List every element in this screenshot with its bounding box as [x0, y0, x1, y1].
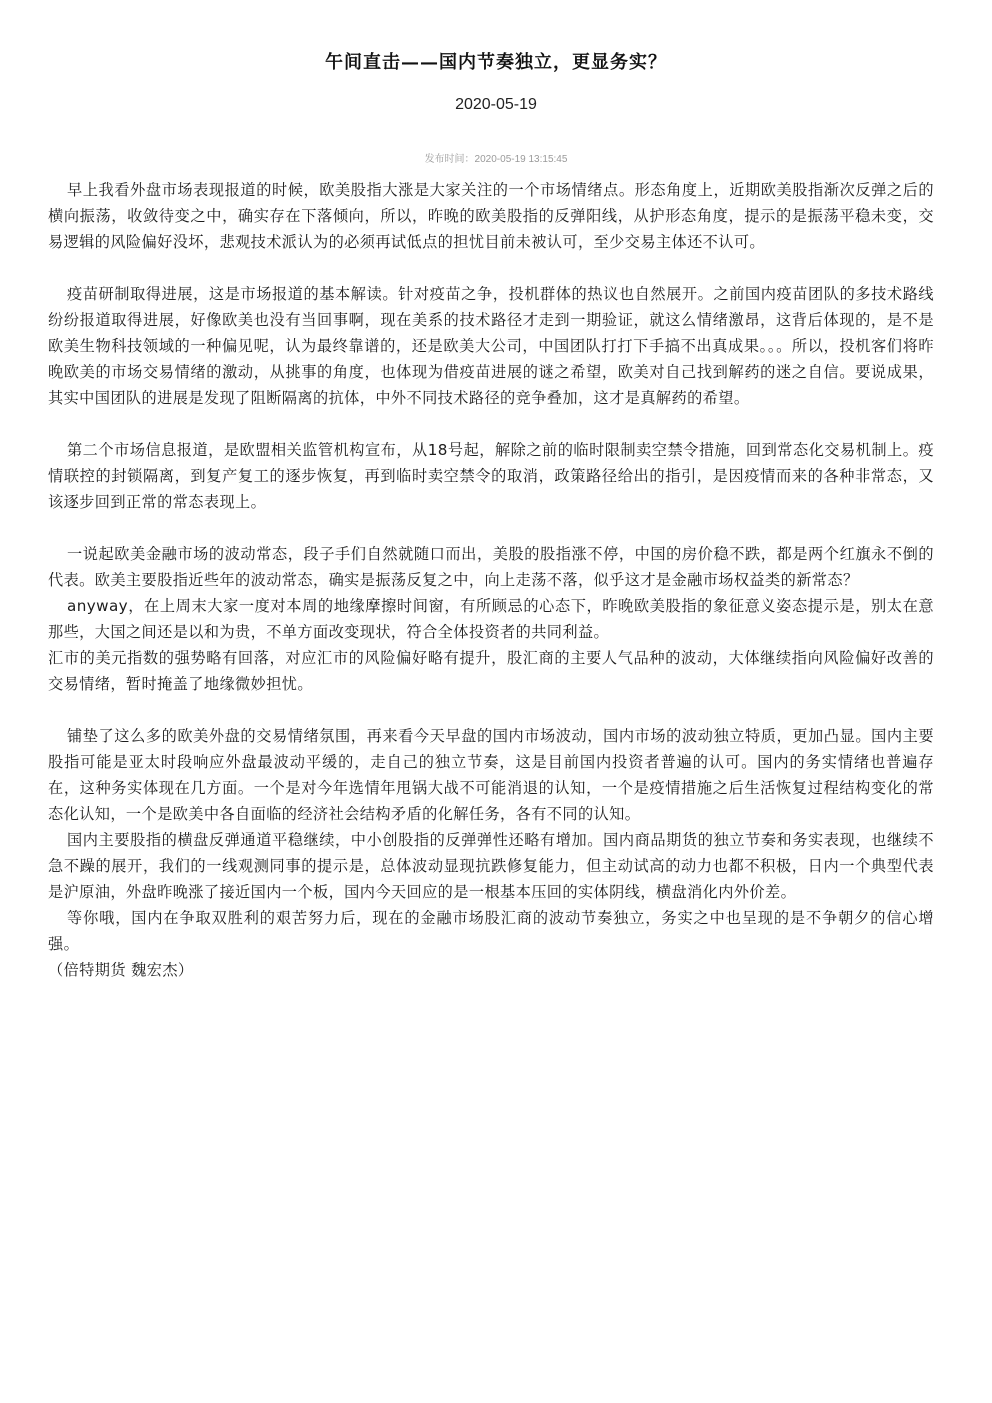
article-title: 午间直击——国内节奏独立，更显务实？: [325, 52, 667, 73]
paragraph-1: 早上我看外盘市场表现报道的时候，欧美股指大涨是大家关注的一个市场情绪点。形态角度上，近期欧美股指渐次反弹之后的横向振荡，收敛待变之中，确实存在下落倾向，所以，昨晚的欧美股指的反弹阳线，从护形态角度，提示的是振荡平稳未变，交易逻辑的风险偏好没坏，悲观技术派认为的必须再试低点的担忧目前未被认可，至少交易主体还不认可。: [48, 181, 934, 251]
publish-time: 发布时间：2020-05-19 13:15:45: [424, 154, 568, 165]
paragraph-3: 第二个市场信息报道，是欧盟相关监管机构宣布，从18号起，解除之前的临时限制卖空禁令措施，回到常态化交易机制上。疫情联控的封锁隔离，到复产复工的逐步恢复，再到临时卖空禁令的取消，政策路径给出的指引，是因疫情而来的各种非常态，又该逐步回到正常的常态表现上。: [48, 441, 934, 511]
paragraph-7: 铺垫了这么多的欧美外盘的交易情绪氛围，再来看今天早盘的国内市场波动，国内市场的波动独立特质，更加凸显。国内主要股指可能是亚太时段响应外盘最波动平缓的，走自己的独立节奏，这是目前国内投资者普遍的认可。国内的务实情绪也普遍存在，这种务实体现在几方面。一个是对今年选情年甩锅大战不可能消退的认知，一个是疫情措施之后生活恢复过程结构变化的常态化认知，一个是欧美中各自面临的经济社会结构矛盾的化解任务，各有不同的认知。: [48, 727, 934, 823]
paragraph-6: 汇市的美元指数的强势略有回落，对应汇市的风险偏好略有提升，股汇商的主要人气品种的波动，大体继续指向风险偏好改善的交易情绪，暂时掩盖了地缘微妙担忧。: [48, 649, 934, 693]
paragraph-8: 国内主要股指的横盘反弹通道平稳继续，中小创股指的反弹弹性还略有增加。国内商品期货的独立节奏和务实表现，也继续不急不躁的展开，我们的一线观测同事的提示是，总体波动显现抗跌修复能力，但主动试高的动力也都不积极，日内一个典型代表是沪原油，外盘昨晚涨了接近国内一个板，国内今天回应的是一根基本压回的实体阴线，横盘消化内外价差。: [48, 831, 934, 901]
paragraph-9: 等你哦，国内在争取双胜利的艰苦努力后，现在的金融市场股汇商的波动节奏独立，务实之中也呈现的是不争朝夕的信心增强。: [48, 909, 934, 953]
paragraph-gap: [48, 515, 934, 541]
paragraph-gap: [48, 411, 934, 437]
article-body: [48, 177, 934, 983]
paragraph-gap: [48, 255, 934, 281]
author-signature: （倍特期货 魏宏杰）: [48, 961, 194, 979]
article-date: 2020-05-19: [455, 96, 537, 113]
paragraph-5: anyway，在上周末大家一度对本周的地缘摩擦时间窗，有所顾忌的心态下，昨晚欧美股指的象征意义姿态提示是，别太在意那些，大国之间还是以和为贵，不单方面改变现状，符合全体投资者的共同利益。: [48, 597, 934, 641]
paragraph-2: 疫苗研制取得进展，这是市场报道的基本解读。针对疫苗之争，投机群体的热议也自然展开。之前国内疫苗团队的多技术路线纷纷报道取得进展，好像欧美也没有当回事啊，现在美系的技术路径才走到一期验证，就这么情绪激昂，这背后体现的，是不是欧美生物科技领域的一种偏见呢，认为最终靠谱的，还是欧美大公司，中国团队打打下手搞不出真成果。。。所以，投机客们将昨晚欧美的市场交易情绪的激动，从挑事的角度，也体现为借疫苗进展的谜之希望，欧美对自己找到解药的迷之自信。要说成果，其实中国团队的进展是发现了阻断隔离的抗体，中外不同技术路径的竞争叠加，这才是真解药的希望。: [48, 285, 934, 407]
paragraph-4: 一说起欧美金融市场的波动常态，段子手们自然就随口而出，美股的股指涨不停，中国的房价稳不跌，都是两个红旗永不倒的代表。欧美主要股指近些年的波动常态，确实是振荡反复之中，向上走荡不落，似乎这才是金融市场权益类的新常态？: [48, 545, 934, 589]
paragraph-gap: [48, 697, 934, 723]
